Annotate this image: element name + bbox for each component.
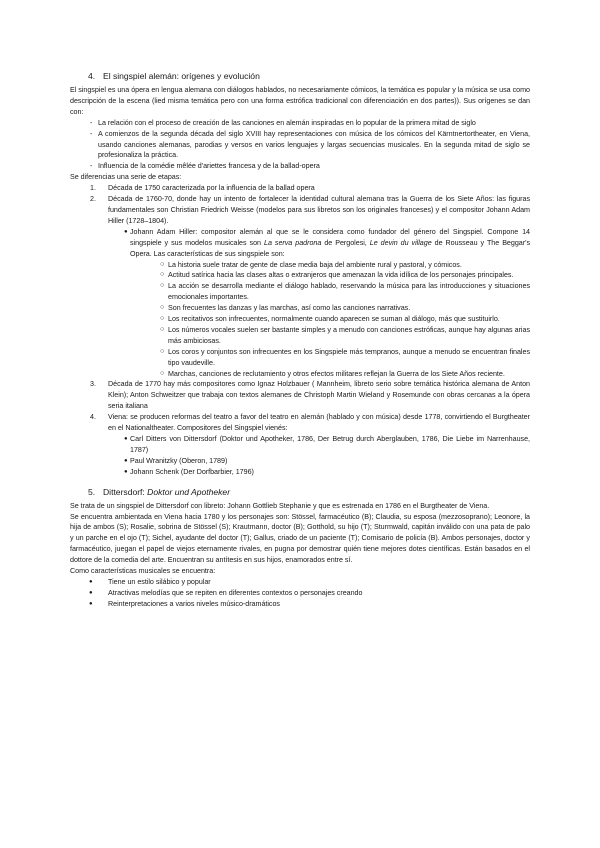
bullet-marker: ● [89, 578, 93, 585]
composer-item [108, 456, 530, 467]
composer-item [108, 434, 530, 456]
section-4-number: 4. [88, 71, 96, 81]
trait-text: Tiene un estilo silábico y popular [108, 577, 211, 586]
section-5-heading [88, 486, 530, 498]
hiller-text [130, 227, 530, 260]
stage-number: 4. [90, 413, 96, 422]
feature-item [146, 347, 530, 369]
singspiel-intro: El singspiel es una ópera en lengua alemana con diálogos hablados, no necesariamente cómicos, la temática es popular y la música se usa como descripción de la escena (lied misma temática pero con una forma estrófica tradicional con diferenciación en dos partes)). Sus orígenes se dan con: [70, 86, 530, 116]
composer-text: Johann Schenk (Der Dorfbarbier, 1796) [130, 467, 254, 476]
stage-item [70, 412, 530, 434]
circle-marker: ○ [160, 369, 165, 377]
feature-item [146, 325, 530, 347]
section-5-paragraph: Se encuentra ambientada en Viena hacia 1780 y los personajes son: Stössel, farmacéutico (B); Claudia, su esposa (mezzosoprano); Leonore, la hija de ambos (S); Rosalie, sobrina de Stössel (S); Krautmann, doctor (B); Gotthold, su hijo (T); Sturmwald, capitán inválido con una pata de palo y un parche en el ojo (T); Sichel, ayudante del doctor (T); Gallus, criado de un paciente (T); Comisario de policía (B). Ambos personajes, doctor y farmacéutico, juegan el papel de viejos eternamente rivales, en pugna por demostrar quién tiene mejores dotes científicas. Están basados en el dottore de la comedia del arte. Encuentran su antítesis en sus hijos, enamorados entre sí. [70, 512, 530, 565]
origin-item [70, 129, 530, 162]
stage-item [70, 379, 530, 412]
trait-item [70, 577, 530, 588]
feature-text: Los coros y conjuntos son infrecuentes en los Singspiele más tempranos, aunque a menudo se encuentran finales tipo vaudeville. [168, 347, 530, 367]
bullet-marker: ● [124, 436, 128, 442]
origin-text: A comienzos de la segunda década del siglo XVIII hay representaciones con música de los cómicos del Kärntnertortheater, en Viena, usando canciones alemanas, parodias y versos en varios lenguajes y largas secuencias musicales. En la segunda mitad de siglo se profesionaliza la práctica. [98, 129, 530, 160]
feature-text: La historia suele tratar de gente de clase media baja del ambiente rural y pastoral, y cómicos. [168, 260, 462, 269]
section-4-heading [88, 70, 530, 82]
stage-number: 3. [90, 380, 96, 389]
stage-text: Década de 1770 hay más compositores como Ignaz Holzbauer ( Mannheim, libreto serio sobre temática histórica alemana de Anton Klein); Anton Schweitzer que trabaja con textos alemanes de Christoph Martin Wieland y Rosemunde con obras cercanas a la ópera seria italiana [108, 380, 530, 411]
composer-text: Paul Wranitzky (Oberon, 1789) [130, 456, 228, 465]
hiller-text-part: Johann Adam Hiller: compositor alemán al que se le considera como fundador del género del Singspiel. Compone 14 singspiele y sus modelos musicales son [130, 227, 530, 247]
feature-text: Son frecuentes las danzas y las marchas, así como las canciones narrativas. [168, 304, 411, 313]
stage-item [70, 194, 530, 227]
work-title: Le devin du village [369, 238, 432, 247]
section-4-title: El singspiel alemán: orígenes y evolución [103, 71, 260, 81]
circle-marker: ○ [160, 282, 165, 290]
origin-text: La relación con el proceso de creación de las canciones en alemán inspiradas en lo popular de la primera mitad de siglo [98, 118, 476, 127]
circle-marker: ○ [160, 271, 165, 279]
stage-text: Viena: se producen reformas del teatro a favor del teatro en alemán (hablado y con música) desde 1778, convirtiendo el Burgtheater en el Nationaltheater. Compositores del Singspiel vienés: [108, 413, 530, 433]
section-gap [70, 478, 530, 486]
stage-number: 2. [90, 195, 96, 204]
feature-text: Los números vocales suelen ser bastante simples y a menudo con canciones estróficas, aunque hay algunas arias más ambiciosas. [168, 325, 530, 345]
circle-marker: ○ [160, 347, 165, 355]
section-5-paragraph: Como características musicales se encuentra: [70, 567, 216, 576]
document-page [70, 70, 530, 610]
circle-marker: ○ [160, 315, 165, 323]
section-5-title-italic: Doktor und Apotheker [147, 486, 231, 497]
feature-item [146, 303, 530, 314]
composer-text: Carl Ditters von Dittersdorf (Doktor und Apotheker, 1786, Der Betrug durch Aberglauben, 1786, Die Liebe im Narrenhause, 1787) [130, 435, 530, 454]
section-5-title [103, 486, 230, 498]
feature-text: Actitud satírica hacia las clases altas o extranjeros que amenazan la vida idílica de los personajes principales. [168, 271, 514, 280]
circle-marker: ○ [160, 304, 165, 312]
section-5-number: 5. [88, 486, 96, 497]
feature-item [146, 260, 530, 271]
feature-text: Marchas, canciones de reclutamiento y otros efectos militares reflejan la Guerra de los Siete Años reciente. [168, 369, 505, 378]
stage-item [70, 183, 530, 194]
bullet-marker: ● [89, 600, 93, 607]
stage-number: 1. [90, 184, 96, 193]
bullet-marker: ● [124, 457, 128, 464]
bullet-marker: ● [124, 228, 128, 235]
feature-text: Los recitativos son infrecuentes, normalmente cuando aparecen se suman al diálogo, más que sustituirlo. [168, 315, 500, 324]
feature-item [146, 270, 530, 281]
hiller-text-part: de Pergolesi, [321, 238, 370, 247]
origin-item [70, 161, 530, 172]
feature-item [146, 281, 530, 303]
composer-item [108, 467, 530, 478]
stage-text: Década de 1760-70, donde hay un intento de fortalecer la identidad cultural alemana tras la Guerra de los Siete Años: las figuras fundamentales son Christian Friedrich Weisse (modelos para sus libretos son los originales franceses) y el compositor Johann Adam Hiller (1728–1804). [108, 195, 530, 225]
bullet-marker: ● [89, 589, 93, 596]
section-5-paragraph: Se trata de un singspiel de Dittersdorf con libreto: Johann Gottlieb Stephanie y que es estrenada en 1786 en el Burgtheater de Viena. [70, 501, 490, 510]
circle-marker: ○ [160, 325, 165, 333]
dash-marker: - [90, 118, 93, 127]
origin-item [70, 118, 530, 129]
origin-text: Influencia de la comédie mêlée d'ariettes francesa y de la ballad-opera [98, 162, 320, 171]
dash-marker: - [90, 162, 93, 171]
dash-marker: - [90, 129, 93, 138]
hiller-item [108, 227, 530, 260]
feature-item [146, 314, 530, 325]
feature-item [146, 369, 530, 380]
bullet-marker: ● [124, 468, 128, 475]
hiller-text-part: de Rousseau y The Beggar's Opera. Las características de sus singspiele son: [130, 238, 530, 258]
trait-item [70, 599, 530, 610]
trait-text: Atractivas melodías que se repiten en diferentes contextos o personajes creando [108, 588, 363, 597]
work-title: La serva padrona [264, 238, 322, 247]
trait-text: Reinterpretaciones a varios niveles músico-dramáticos [108, 599, 280, 608]
stage-text: Década de 1750 caracterizada por la influencia de la ballad opera [108, 184, 315, 193]
stages-intro: Se diferencias una serie de etapas: [70, 173, 182, 182]
trait-item [70, 588, 530, 599]
feature-text: La acción se desarrolla mediante el diálogo hablado, reservando la música para las introducciones y situaciones emocionales importantes. [168, 282, 530, 302]
section-5-title-part: Dittersdorf: [103, 486, 148, 497]
circle-marker: ○ [160, 260, 165, 268]
